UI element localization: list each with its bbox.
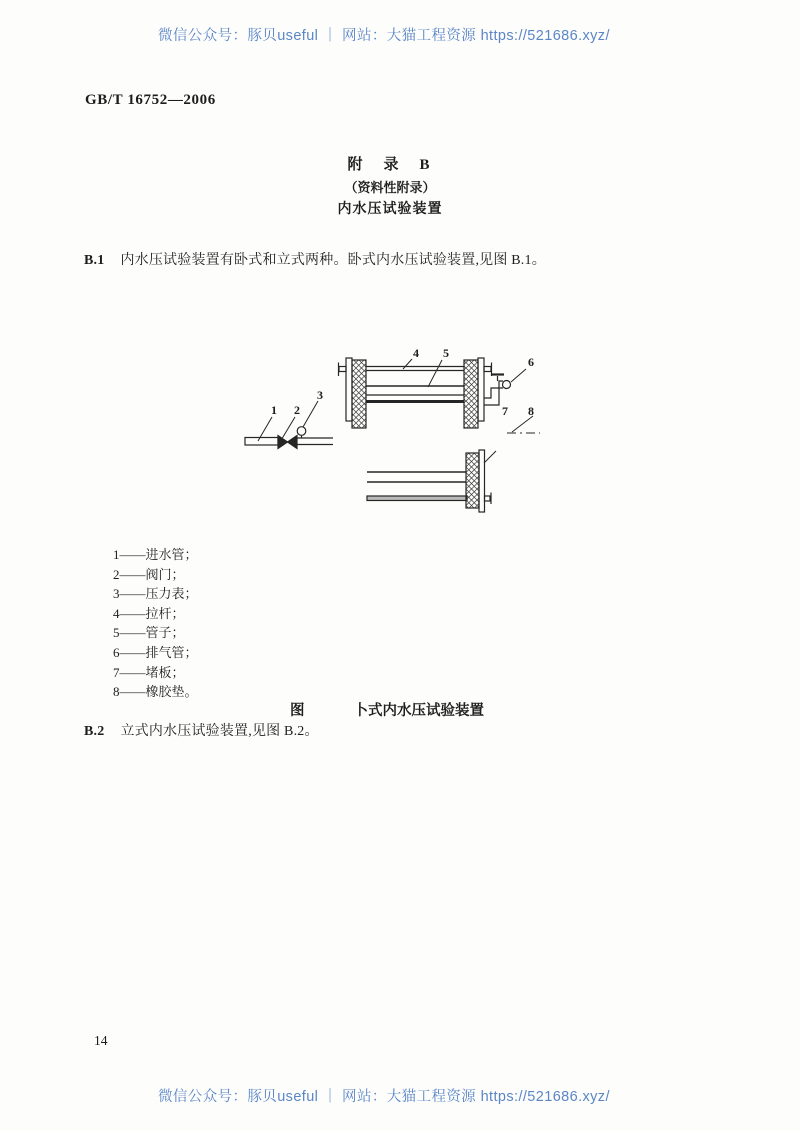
right-blind-plate — [478, 358, 484, 421]
figure-caption-word: 图 — [290, 703, 305, 719]
standard-number: GB/T 16752—2006 — [85, 92, 216, 108]
detail-bolt — [485, 496, 491, 501]
appendix-subtitle: （资料性附录） — [344, 180, 436, 195]
top-watermark: 微信公众号：豚贝useful ｜ 网站：大猫工程资源 https://521686.xyz/ — [158, 28, 610, 44]
inlet-pipe — [245, 438, 278, 446]
appendix-name: 内水压试验装置 — [337, 202, 443, 217]
leader-8 — [512, 416, 533, 432]
right-bolt — [484, 367, 491, 372]
detail-gasket-hatch — [466, 453, 479, 508]
leader-6 — [511, 369, 526, 382]
legend-item: 8——橡胶垫。 — [113, 684, 198, 700]
detail-leader — [484, 451, 496, 463]
page-number: 14 — [94, 1033, 108, 1048]
callout-5: 5 — [443, 346, 449, 360]
callout-7: 7 — [502, 404, 508, 418]
appendix-title-block — [235, 153, 545, 221]
clause-b1-text: 内水压试验装置有卧式和立式两种。卧式内水压试验装置,见图 B.1。 — [120, 253, 546, 268]
detail-band — [367, 496, 467, 501]
left-bolt — [339, 367, 346, 372]
figure-caption-title: 卜式内水压试验装置 — [353, 703, 484, 719]
callout-numbers — [271, 346, 534, 418]
legend-item: 3——压力表； — [113, 586, 198, 602]
callout-4: 4 — [413, 346, 419, 360]
callout-3: 3 — [317, 388, 323, 402]
exhaust-pipe-outer — [484, 381, 503, 405]
callout-2: 2 — [294, 403, 300, 417]
right-gasket-hatch — [464, 360, 478, 428]
left-gasket-hatch — [352, 360, 366, 428]
legend-item: 6——排气管； — [113, 644, 198, 660]
leader-5 — [428, 360, 442, 387]
vessel-assembly — [339, 358, 492, 428]
inlet-assembly — [245, 427, 333, 449]
pressure-gauge-icon — [297, 427, 306, 436]
exhaust-pipe-inner — [484, 388, 503, 398]
figure-legend — [113, 545, 198, 702]
figure-caption — [290, 699, 484, 720]
legend-item: 2——阀门； — [113, 566, 185, 582]
clause-b2 — [84, 721, 319, 742]
callout-8: 8 — [528, 404, 534, 418]
left-blind-plate — [346, 358, 352, 421]
leader-4 — [403, 359, 412, 369]
clause-b2-label: B.2 — [84, 724, 105, 739]
bottom-watermark: 微信公众号：豚贝useful ｜ 网站：大猫工程资源 https://521686.xyz/ — [158, 1089, 610, 1105]
exhaust-assembly — [484, 375, 511, 406]
leader-3 — [303, 401, 318, 427]
detail-blind-plate — [479, 450, 485, 512]
legend-item: 1——进水管； — [113, 547, 198, 562]
vent-outlet — [503, 381, 511, 389]
callout-1: 1 — [271, 403, 277, 417]
clause-b1-label: B.1 — [84, 253, 105, 268]
callout-6: 6 — [528, 355, 534, 369]
appendix-title: 附 录 B — [347, 157, 433, 173]
clause-b1 — [84, 250, 546, 271]
legend-item: 4——拉杆； — [113, 605, 185, 621]
detail-view — [367, 450, 496, 512]
clause-b2-text: 立式内水压试验装置,见图 B.2。 — [120, 724, 319, 739]
valve-icon — [288, 436, 298, 449]
legend-item: 7——堵板； — [113, 664, 185, 680]
legend-item: 5——管子； — [113, 625, 185, 641]
figure-b1-diagram — [235, 335, 565, 520]
